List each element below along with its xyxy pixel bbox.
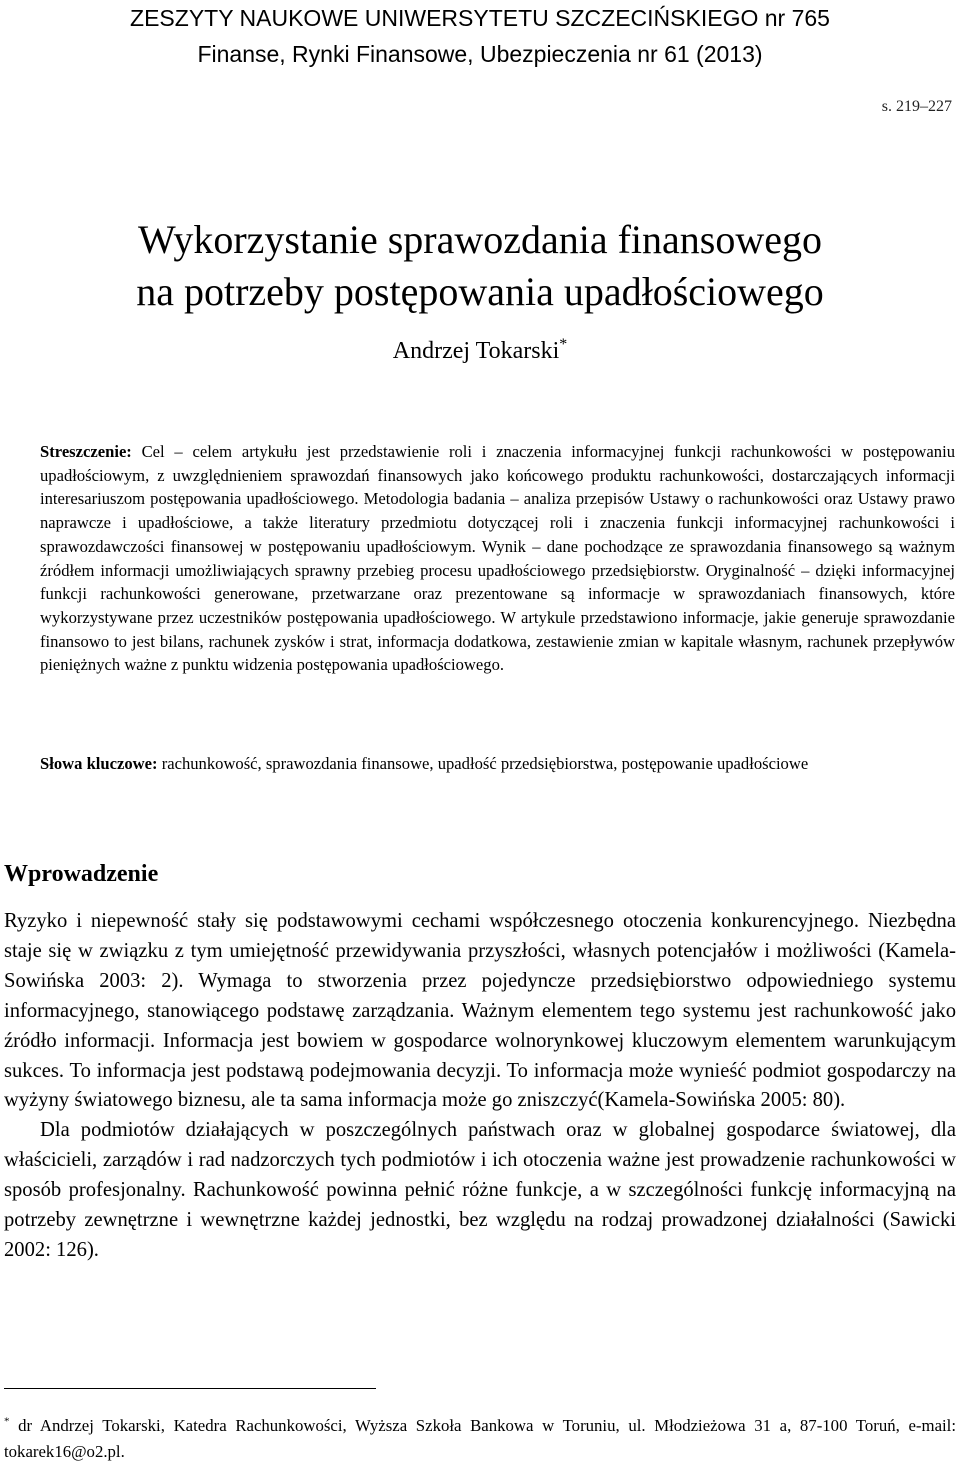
- footnote-divider: [4, 1388, 376, 1389]
- abstract-label: Streszczenie:: [40, 442, 132, 461]
- abstract-text: Cel – celem artykułu jest przedstawienie roli i znaczenia informacyjnej funkcji rachunkowości w postępowaniu upadłościowym, z uwzględnieniem sprawozdań finansowych jako końcowego produktu rachunkowości, dostarczających informacji interesariuszom postępowania upadłościowego. Metodologia badania – analiza przepisów Ustawy o rachunkowości oraz Ustawy prawo naprawcze i upadłościowe, a także literatury przedmiotu dotyczącej roli i znaczenia funkcji informacyjnej rachunkowości i sprawozdawczości finansowej w postępowaniu upadłościowym. Wynik – dane pochodzące ze sprawozdania finansowego są ważnym źródłem informacji umożliwiających sprawny przebieg procesu upadłościowego przedsiębiorstw. Oryginalność – dzięki informacyjnej funkcji rachunkowości generowane, przetwarzane oraz prezentowane są informacje w sprawozdaniach finansowych, które wykorzystywane przez uczestników postępowania upadłościowego. W artykule przedstawiono informacje, jakie generuje sprawozdanie finansowo to jest bilans, rachunek zysków i strat, informacja dodatkowa, zestawienie zmian w kapitale własnym, rachunek przepływów pieniężnych ważne z punktu widzenia postępowania upadłościowego.: [40, 442, 955, 675]
- footnote-text: dr Andrzej Tokarski, Katedra Rachunkowości, Wyższa Szkoła Bankowa w Toruniu, ul. Młodzieżowa 31 a, 87-100 Toruń, e-mail: tokarek16@o2.pl.: [4, 1416, 957, 1461]
- article-title-line-1: Wykorzystanie sprawozdania finansowego: [137, 217, 823, 262]
- body-paragraph-2: Dla podmiotów działających w poszczególnych państwach oraz w globalnej gospodarce światowej, dla właścicieli, zarządów i rad nadzorczych tych podmiotów i ich otoczenia ważne jest prowadzenie rachunkowości w sposób profesjonalny. Rachunkowość powinna pełnić różne funkcje, a w szczególności funkcję informacyjną na potrzeby zewnętrzne i wewnętrzne każdej jednostki, bez względu na rodzaj prowadzonej działalności (Sawicki 2002: 126).: [4, 1119, 956, 1261]
- keywords-text: rachunkowość, sprawozdania finansowe, upadłość przedsiębiorstwa, postępowanie upadłościowe: [161, 754, 809, 773]
- keywords-label: Słowa kluczowe:: [40, 754, 158, 773]
- article-title-line-2: na potrzeby postępowania upadłościowego: [136, 269, 824, 314]
- journal-name: ZESZYTY NAUKOWE UNIWERSYTETU SZCZECIŃSKIEGO nr 765: [130, 5, 830, 31]
- author-name: Andrzej Tokarski: [392, 338, 560, 364]
- body-paragraph-1: Ryzyko i niepewność stały się podstawowymi cechami współczesnego otoczenia konkurencyjnego. Niezbędna staje się w związku z tym umiejętność przewidywania przyszłości, własnych potencjałów i możliwości (Kamela-Sowińska 2003: 2). Wymaga to stworzenia przez pojedyncze przedsiębiorstwo odpowiedniego systemu informacyjnego, stanowiącego podstawę zarządzania. Ważnym elementem tego systemu jest rachunkowość jako źródło informacji. Informacja jest bowiem w gospodarce wolnorynkowej kluczowym elementem warunkującym sukces. To informacja jest podstawą podejmowania decyzji. To informacja może wynieść podmiot gospodarczy na wyżyny światowego biznesu, ale ta sama informacja może go zniszczyć(Kamela-Sowińska 2005: 80).: [4, 910, 956, 1112]
- footnote: [4, 1413, 956, 1465]
- footnote-mark: *: [4, 1415, 10, 1428]
- page-range: s. 219–227: [881, 98, 952, 115]
- section-heading: Wprowadzenie: [4, 861, 159, 887]
- keywords: [40, 752, 955, 776]
- abstract: [40, 440, 955, 677]
- article-title: [0, 214, 960, 318]
- author-byline: [0, 336, 960, 366]
- journal-series: Finanse, Rynki Finansowe, Ubezpieczenia nr 61 (2013): [197, 41, 763, 67]
- section-body: [4, 907, 956, 1266]
- author-footnote-mark[interactable]: *: [559, 336, 568, 353]
